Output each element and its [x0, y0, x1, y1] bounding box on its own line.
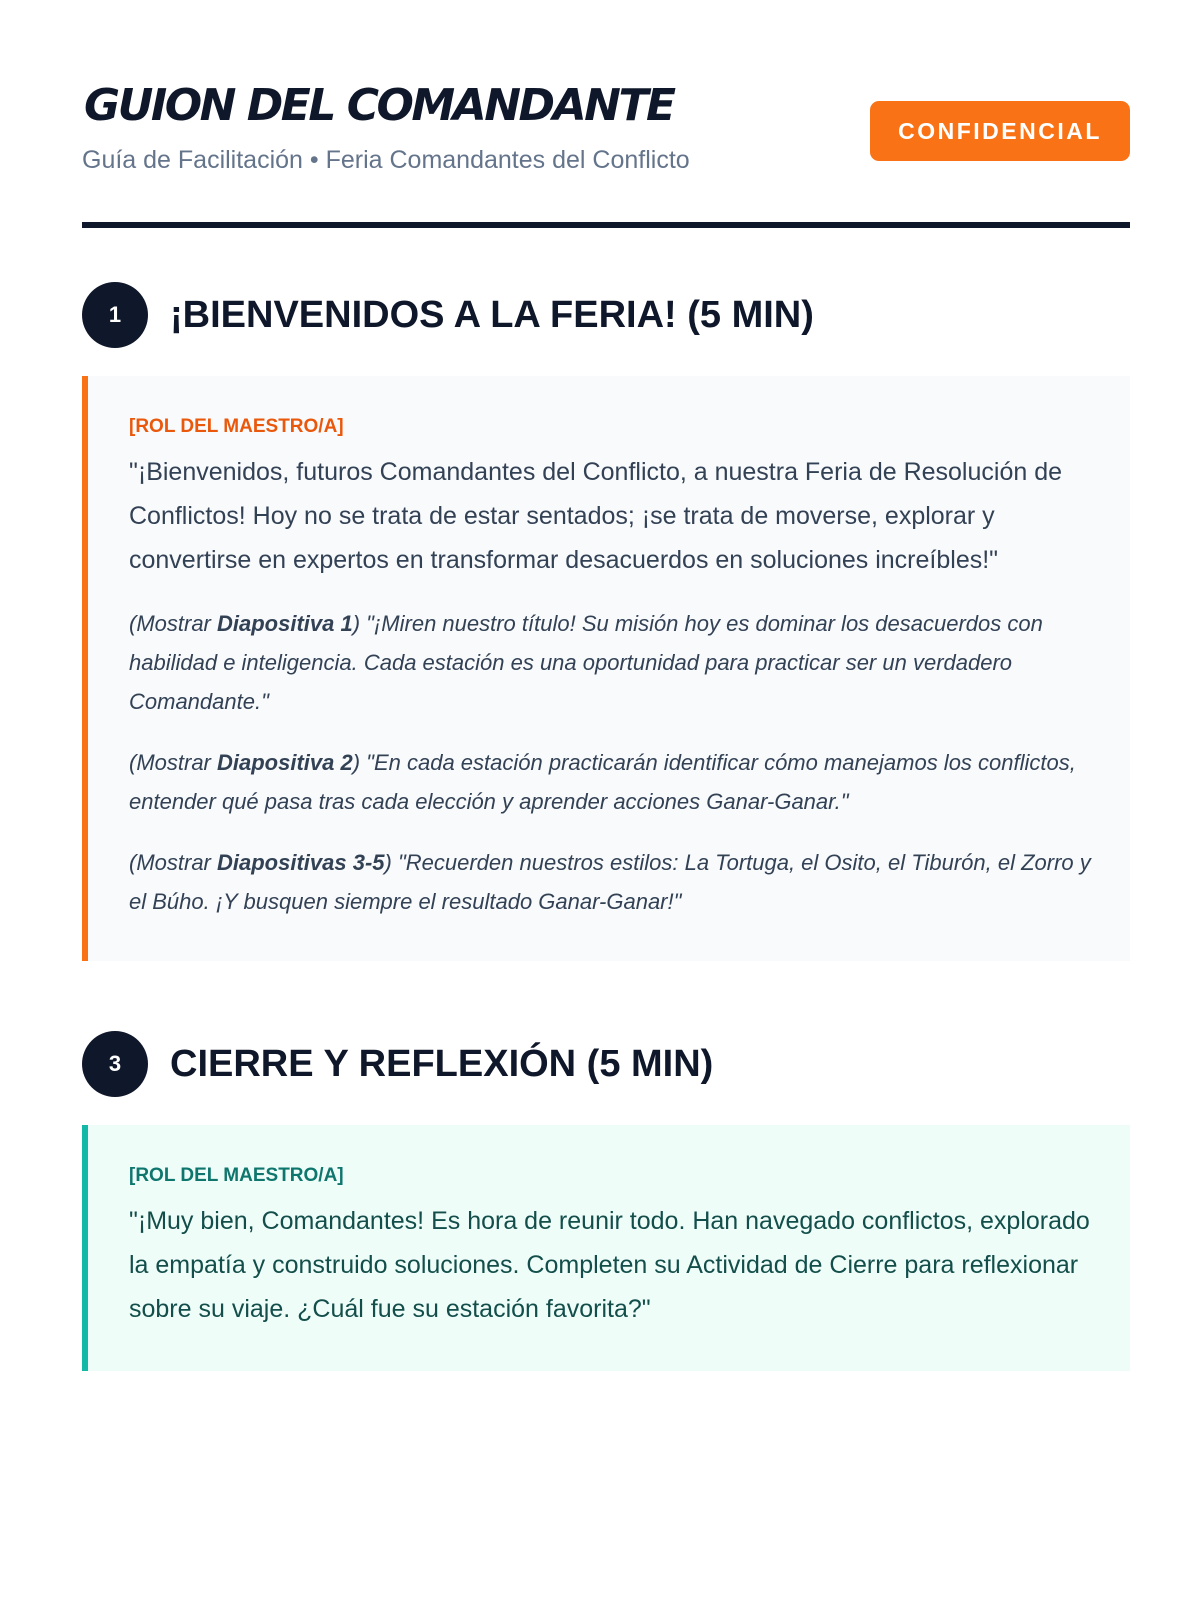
section-title: ¡BIENVENIDOS A LA FERIA! (5 MIN)	[170, 293, 814, 336]
section-number-badge: 1	[82, 282, 148, 348]
teacher-script-card	[82, 376, 1130, 961]
teacher-quote: "¡Muy bien, Comandantes! Es hora de reunir todo. Han navegado conflictos, explorado la empatía y construido soluciones. Completen su Actividad de Cierre para reflexionar sobre su viaje. ¿Cuál fue su estación favorita?"	[129, 1207, 1090, 1323]
document-page	[82, 0, 1130, 1371]
document-subtitle: Guía de Facilitación • Feria Comandantes del Conflicto	[82, 146, 690, 174]
section-3-heading	[82, 1031, 1130, 1097]
document-header	[82, 0, 1130, 232]
section-title: CIERRE Y REFLEXIÓN (5 MIN)	[170, 1042, 714, 1085]
section-number-badge: 3	[82, 1031, 148, 1097]
slide-note: (Mostrar Diapositiva 1) "¡Miren nuestro título! Su misión hoy es dominar los desacuerdos con habilidad e inteligencia. Cada estación es una oportunidad para practicar ser un verdadero Comandante."	[129, 611, 1043, 714]
slide-reference: Diapositiva 2	[217, 750, 353, 775]
teacher-script-card	[82, 1125, 1130, 1371]
teacher-quote: "¡Bienvenidos, futuros Comandantes del Conflicto, a nuestra Feria de Resolución de Conflictos! Hoy no se trata de estar sentados; ¡se trata de moverse, explorar y convertirse en expertos en transformar desacuerdos en soluciones increíbles!"	[129, 458, 1063, 574]
slide-note: (Mostrar Diapositiva 2) "En cada estación practicarán identificar cómo manejamos los conflictos, entender qué pasa tras cada elección y aprender acciones Ganar-Ganar."	[129, 750, 1076, 814]
document-title: GUION DEL COMANDANTE	[84, 80, 674, 131]
header-divider	[82, 222, 1130, 228]
section-1-heading	[82, 282, 1130, 348]
role-label: [ROL DEL MAESTRO/A]	[129, 416, 344, 437]
slide-reference: Diapositiva 1	[217, 611, 353, 636]
slide-reference: Diapositivas 3-5	[217, 850, 385, 875]
role-label: [ROL DEL MAESTRO/A]	[129, 1165, 344, 1186]
slide-note: (Mostrar Diapositivas 3-5) "Recuerden nuestros estilos: La Tortuga, el Osito, el Tiburón, el Zorro y el Búho. ¡Y busquen siempre el resultado Ganar-Ganar!"	[129, 850, 1091, 914]
confidential-badge: CONFIDENCIAL	[870, 101, 1130, 161]
